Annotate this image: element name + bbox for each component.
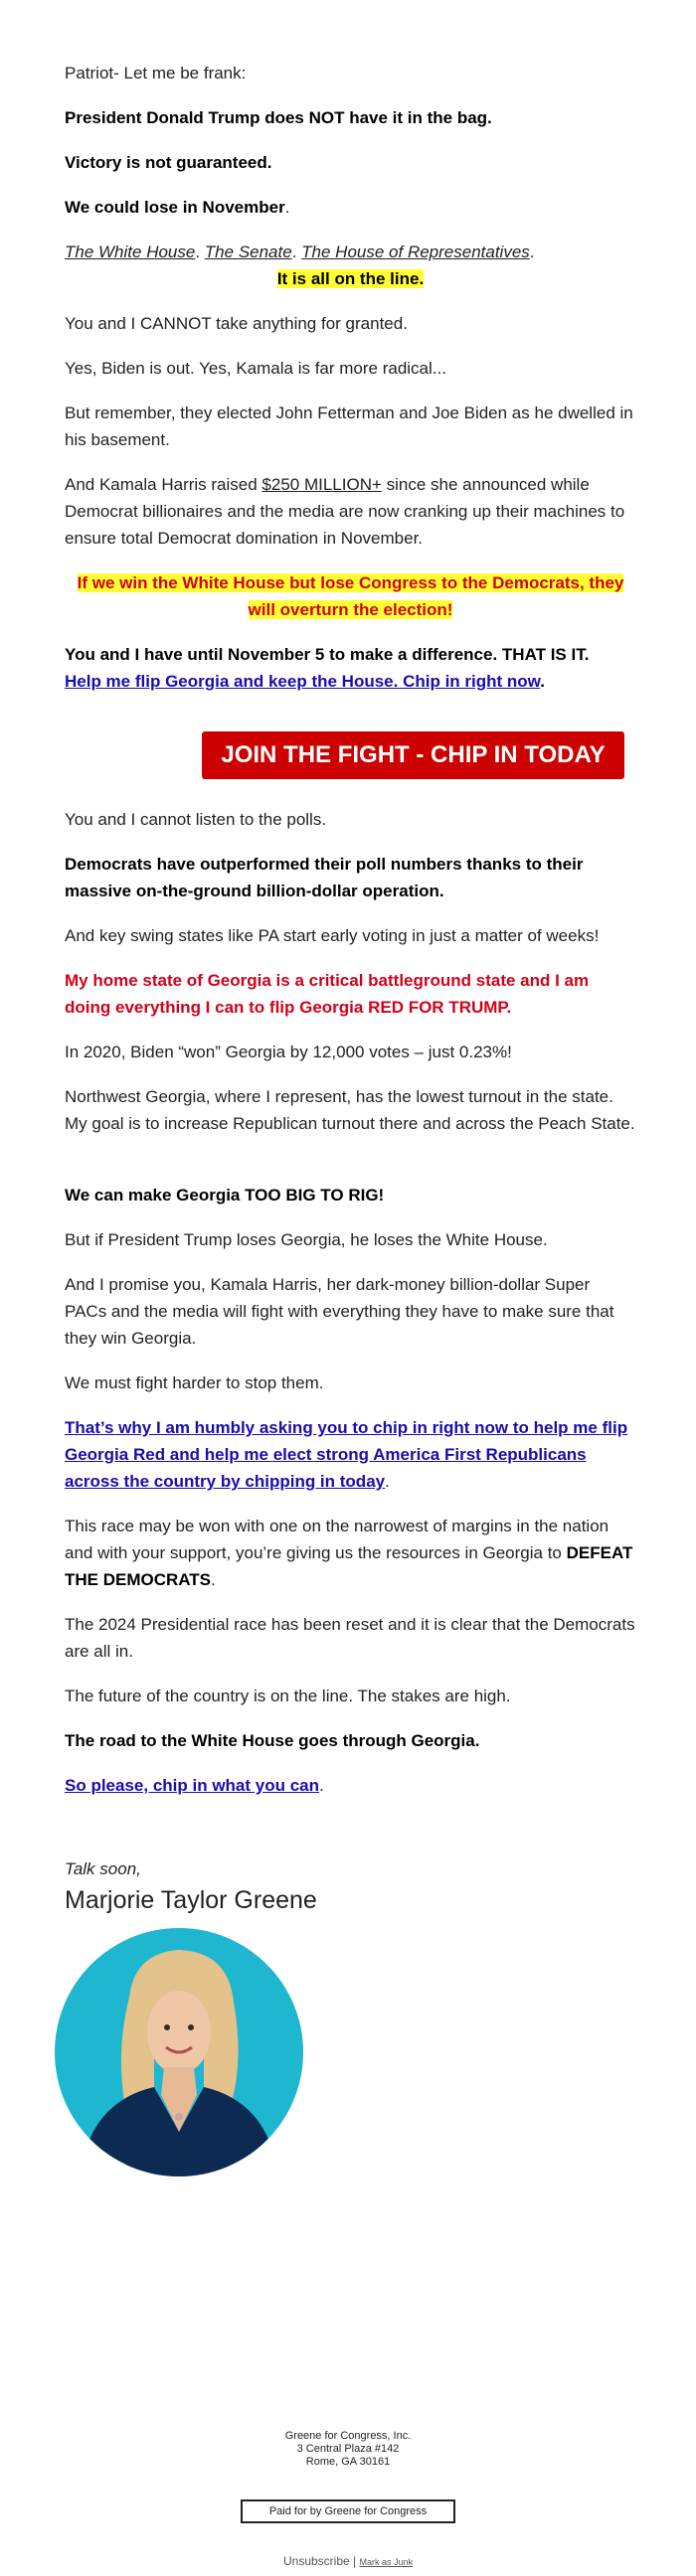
paid-for-disclaimer: Paid for by Greene for Congress [241,2499,455,2523]
fight-harder: We must fight harder to stop them. [65,1373,324,1392]
line-lose-text: We could lose in November [65,198,285,217]
so-please-paragraph [65,1772,636,1799]
all-on-line-row [65,265,636,292]
biden-out: Yes, Biden is out. Yes, Kamala is far more radical... [65,359,446,378]
portrait-photo [55,1928,303,2176]
line-victory: Victory is not guaranteed. [65,153,272,172]
race-end: . [211,1570,216,1589]
signature-name: Marjorie Taylor Greene [65,1886,317,1914]
sep-end: . [529,242,535,261]
future: The future of the country is on the line. The stakes are high. [65,1687,511,1705]
line-trump: President Donald Trump does NOT have it in the bag. [65,108,492,127]
too-big: We can make Georgia TOO BIG TO RIG! [65,1186,385,1205]
outperformed: Democrats have outperformed their poll numbers thanks to their massive on-the-ground billion-dollar operation. [65,855,584,900]
so-please-link[interactable]: So please, chip in what you can [65,1776,320,1795]
senate-text: The Senate [204,242,292,261]
house-text: The House of Representatives [301,242,530,261]
mark-as-junk-link[interactable]: Mark as Junk [359,2557,414,2567]
remember-paragraph: But remember, they elected John Fetterman and Joe Biden as he dwelled in his basement. [65,403,633,449]
footer-org: Greene for Congress, Inc. [284,2430,412,2442]
warning-text: If we win the White House but lose Congress to the Democrats, they will overturn the election! [77,573,624,619]
humbly-end: . [385,1472,390,1491]
line-lose [65,194,636,221]
footer-address-2: Rome, GA 30161 [305,2456,391,2468]
defeat-democrats: DEFEAT THE DEMOCRATS [65,1543,633,1589]
join-the-fight-button[interactable]: JOIN THE FIGHT - CHIP IN TODAY [202,731,624,779]
polls: You and I cannot listen to the polls. [65,810,327,829]
institutions-line [65,239,636,265]
kamala-raised-paragraph [65,471,636,552]
swing-states: And key swing states like PA start early voting in just a matter of weeks! [65,926,600,945]
northwest: Northwest Georgia, where I represent, has the lowest turnout in the state. My goal is to increase Republican turnout there and across the Peach State. [65,1087,635,1133]
unsubscribe-separator: | [349,2554,360,2568]
sep-1: . [195,242,205,261]
help-flip-link[interactable]: Help me flip Georgia and keep the House. Chip in right now [65,672,541,691]
kamala-raised-post: since she announced while Democrat billionaires and the media are now cranking up their machines to ensure total Democrat domination in November. [65,475,625,548]
race-pre: This race may be won with one on the narrowest of margins in the nation and with your support, you’re giving us the resources in Georgia to [65,1517,609,1562]
until-november-paragraph [65,641,636,695]
humbly-paragraph [65,1414,636,1495]
unsubscribe-link[interactable]: Unsubscribe [282,2554,350,2568]
promise: And I promise you, Kamala Harris, her dark-money billion-dollar Super PACs and the media will fight with everything they have to make sure that they win Georgia. [65,1275,614,1348]
white-house-text: The White House [65,242,196,261]
sep-2: . [291,242,302,261]
reset-paragraph: The 2024 Presidential race has been reset and it is clear that the Democrats are all in. [65,1615,635,1661]
help-flip-end: . [540,672,545,691]
talk-soon: Talk soon, [65,1859,141,1878]
race-paragraph [65,1513,636,1593]
warning-row [65,569,636,623]
unsubscribe-row [0,2554,696,2568]
home-state: My home state of Georgia is a critical battleground state and I am doing everything I can to flip Georgia RED FOR TRUMP. [65,971,590,1017]
portrait-illustration [55,1928,303,2176]
kamala-raised-pre: And Kamala Harris raised [65,475,262,494]
line-lose-end: . [284,198,290,217]
cannot-take: You and I CANNOT take anything for granted. [65,314,408,333]
greeting: Patriot- Let me be frank: [65,64,247,82]
if-trump-loses: But if President Trump loses Georgia, he loses the White House. [65,1230,548,1249]
road: The road to the White House goes through Georgia. [65,1731,480,1750]
until-november-text: You and I have until November 5 to make a difference. THAT IS IT. [65,645,590,664]
footer-address-1: 3 Central Plaza #142 [296,2443,400,2455]
in-2020: In 2020, Biden “won” Georgia by 12,000 votes – just 0.23%! [65,1043,512,1061]
kamala-raised-amount: $250 MILLION+ [261,475,382,494]
so-please-end: . [319,1776,324,1795]
all-on-line: It is all on the line. [276,269,425,288]
humbly-asking-link[interactable]: That’s why I am humbly asking you to chip in right now to help me flip Georgia Red and help me elect strong America First Republicans across the country by chipping in today [65,1418,628,1491]
